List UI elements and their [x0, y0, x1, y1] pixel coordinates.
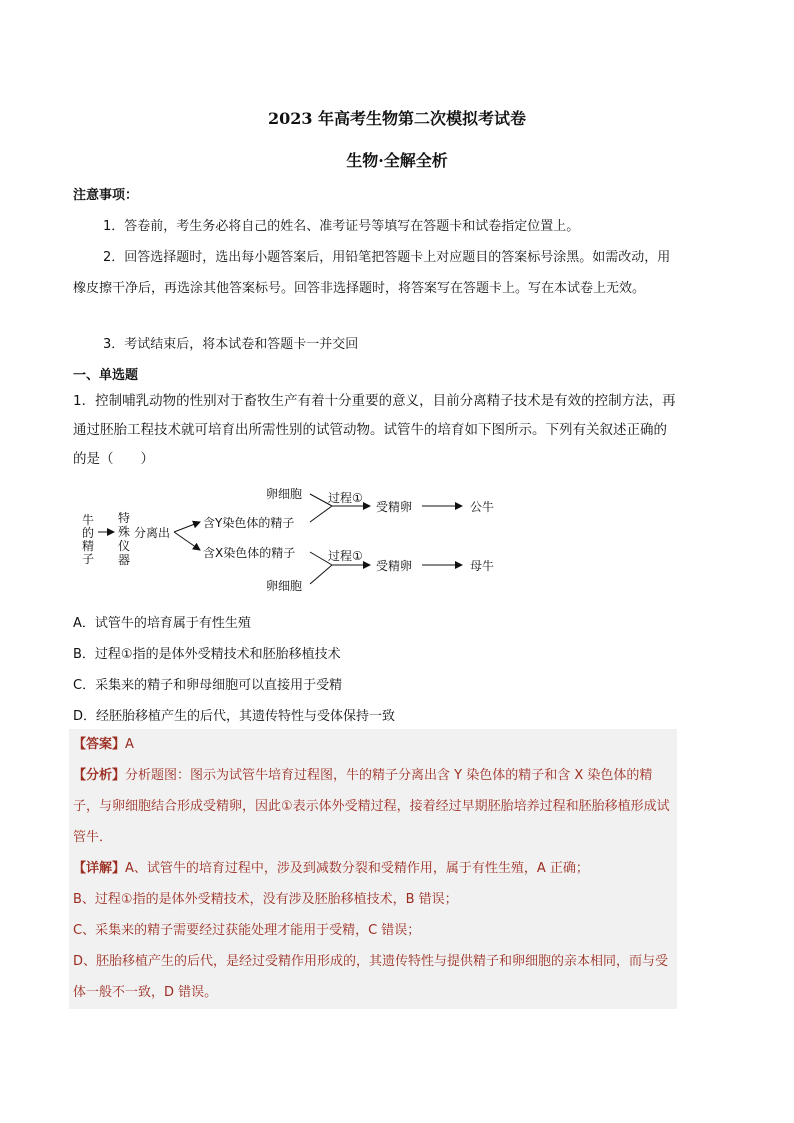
egg-bottom-line: [310, 565, 332, 584]
detail-line-b: B、过程①指的是体外受精技术，没有涉及胚胎移植技术，B 错误；: [73, 892, 458, 907]
x-sperm-label: 含X染色体的精子: [203, 546, 296, 560]
egg-top-label: 卵细胞: [266, 487, 303, 501]
answer-label: 【答案】: [73, 737, 126, 752]
analysis-label: 【分析】: [73, 768, 126, 783]
zygote-top-label: 受精卵: [376, 500, 413, 514]
device-char-1: 特: [118, 511, 131, 525]
question-stem: 1．控制哺乳动物的性别对于畜牧生产有着十分重要的意义，目前分离精子技术是有效的控制方法，再通过胚胎工程技术就可培育出所需性别的试管动物。试管牛的培育如下图所示。下列有关叙述正确的的是（ ）: [73, 393, 676, 467]
option-c: C．采集来的精子和卵母细胞可以直接用于受精: [73, 678, 343, 693]
notice-item-1: 1．答卷前，考生务必将自己的姓名、准考证号等填写在答题卡和试卷指定位置上。: [103, 219, 580, 234]
ivf-process-diagram: [70, 480, 530, 600]
detail-line-a: A、试管牛的培育过程中，涉及到减数分裂和受精作用，属于有性生殖，A 正确；: [125, 861, 589, 876]
answer-panel: [69, 729, 677, 1009]
device-char-3: 仪: [118, 539, 131, 553]
notice-heading: 注意事项：: [73, 188, 139, 203]
answer-value: A: [125, 737, 134, 752]
option-a: A．试管牛的培育属于有性生殖: [73, 616, 251, 631]
process-bottom-label: 过程①: [328, 549, 363, 563]
analysis-block: [73, 760, 673, 853]
detail-block-first: [73, 853, 673, 884]
female-label: 母牛: [470, 559, 495, 573]
notice-item-3: 3．考试结束后，将本试卷和答题卡一并交回: [103, 337, 359, 352]
answer-line: [73, 729, 673, 760]
option-b: B．过程①指的是体外受精技术和胚胎移植技术: [73, 647, 341, 662]
cow-sperm-char-2: 的: [82, 526, 95, 540]
detail-label: 【详解】: [73, 861, 126, 876]
exam-subtitle: 生物·全解全析: [346, 151, 448, 170]
notice-item-2: 2．回答选择题时，选出每小题答案后，用铅笔把答题卡上对应题目的答案标号涂黑。如需改动，用橡皮擦干净后，再选涂其他答案标号。回答非选择题时，将答案写在答题卡上。写在本试卷上无效。: [73, 250, 671, 296]
device-char-4: 器: [118, 553, 131, 567]
detail-line-c: C、采集来的精子需要经过获能处理才能用于受精，C 错误；: [73, 923, 421, 938]
detail-line-d: D、胚胎移植产生的后代，是经过受精作用形成的，其遗传特性与提供精子和卵细胞的亲本相同，而与受体一般不一致，D 错误。: [73, 954, 669, 1000]
cow-sperm-char-3: 精: [82, 539, 95, 553]
y-sperm-line: [310, 506, 332, 522]
analysis-text: 分析题图：图示为试管牛培育过程图，牛的精子分离出含 Y 染色体的精子和含 X 染色体的精子，与卵细胞结合形成受精卵，因此①表示体外受精过程，接着经过早期胚胎培养过程和胚胎移植形成试管牛．: [73, 768, 670, 845]
process-top-label: 过程①: [328, 491, 363, 505]
separate-label: 分离出: [134, 526, 171, 540]
option-d: D．经胚胎移植产生的后代，其遗传特性与受体保持一致: [73, 709, 396, 724]
branch-down-arrow: [174, 532, 200, 550]
cow-sperm-char-1: 牛: [82, 513, 95, 527]
zygote-bottom-label: 受精卵: [376, 559, 413, 573]
y-sperm-label: 含Y染色体的精子: [203, 516, 295, 530]
device-char-2: 殊: [118, 525, 131, 539]
egg-bottom-label: 卵细胞: [266, 579, 303, 593]
section-heading: 一、单选题: [73, 368, 139, 383]
branch-up-arrow: [174, 522, 200, 532]
male-label: 公牛: [470, 500, 495, 514]
cow-sperm-char-4: 子: [82, 552, 95, 566]
exam-title: 2023 年高考生物第二次模拟考试卷: [267, 109, 527, 128]
